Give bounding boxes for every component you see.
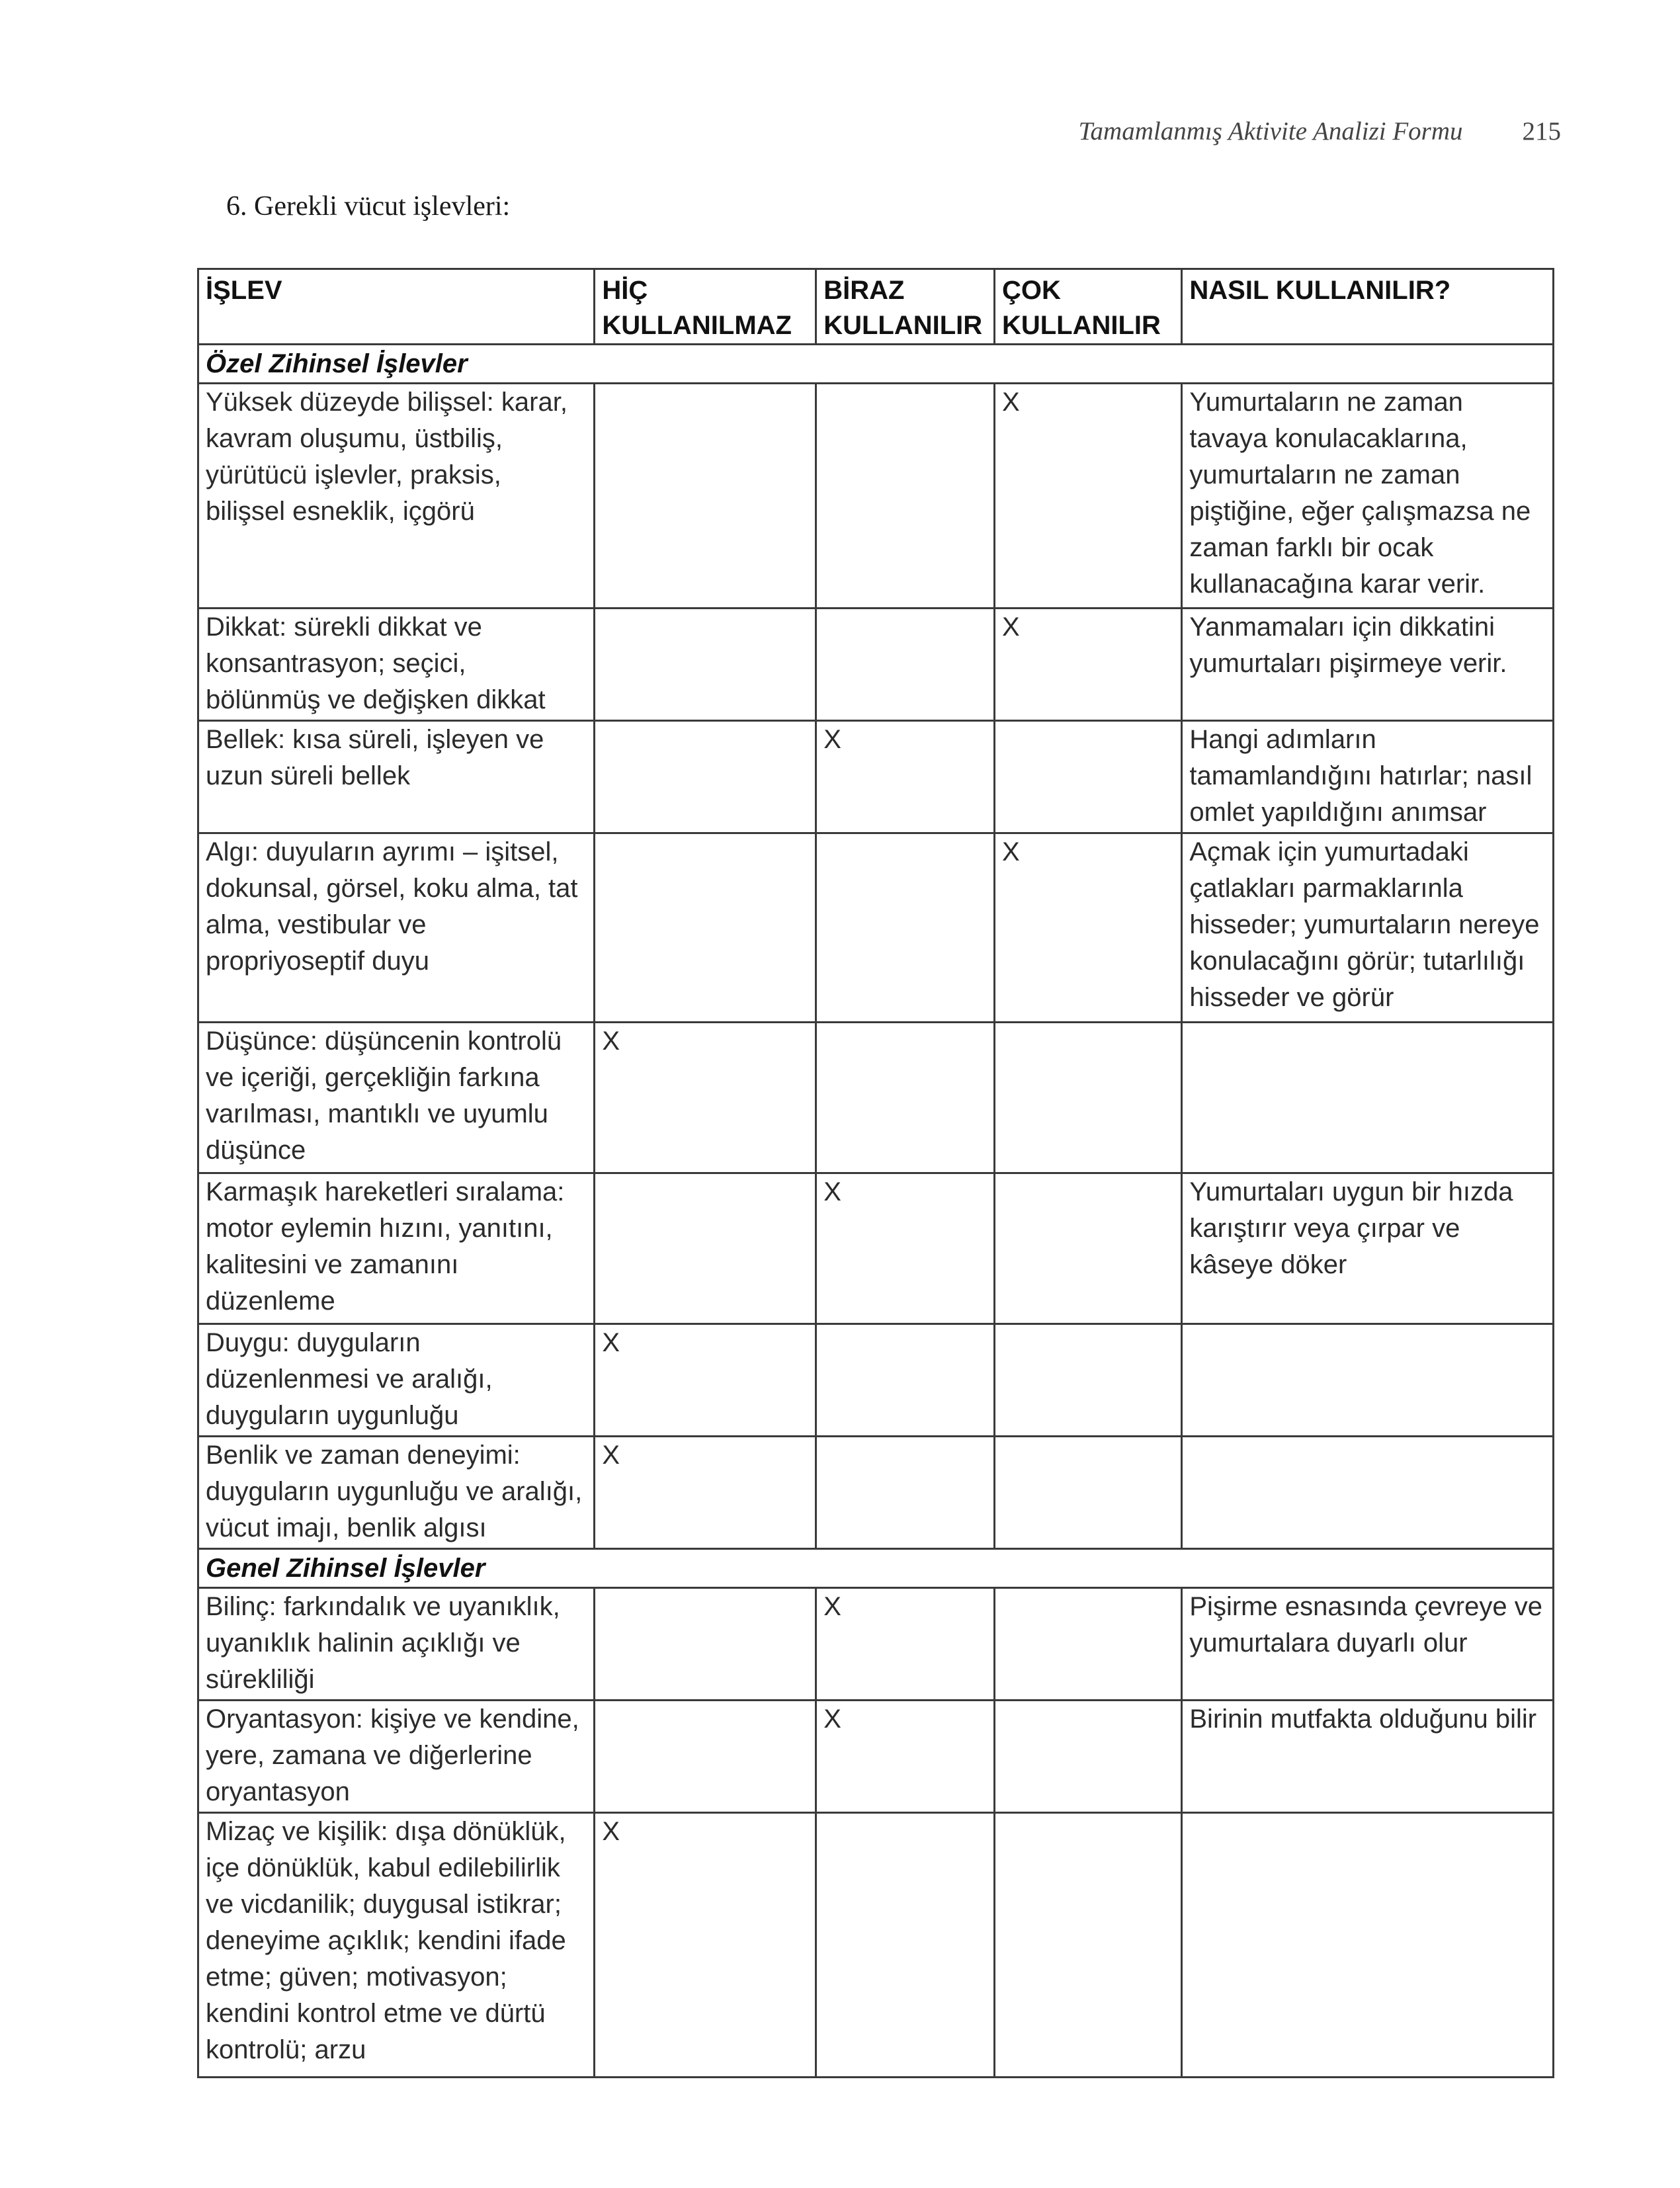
usage-cell-cok: [994, 1588, 1181, 1701]
usage-mark: X: [602, 1328, 620, 1357]
usage-cell-hic: [595, 1588, 816, 1701]
column-header-never-used: HİÇ KULLANILMAZ: [595, 269, 816, 345]
function-cell: Bellek: kısa süreli, işleyen ve uzun süreli bellek: [198, 721, 595, 833]
usage-cell-cok: [994, 1324, 1181, 1437]
table-row: [198, 1437, 1554, 1549]
function-cell: Mizaç ve kişilik: dışa dönüklük, içe dönüklük, kabul edilebilirlik ve vicdanilik; duygusal istikrar; deneyime açıklık; kendini ifade etme; güven; motivasyon; kendini kontrol etme ve dürtü kontrolü; arzu: [198, 1813, 595, 2078]
how-used-cell: Yanmamaları için dikkatini yumurtaları pişirmeye verir.: [1182, 609, 1554, 721]
usage-cell-biraz: [816, 1437, 995, 1549]
table-row: [198, 1588, 1554, 1701]
how-used-cell: Açmak için yumurtadaki çatlakları parmaklarınla hisseder; yumurtaların nereye konulacağını görür; tutarlılığı hisseder ve görür: [1182, 833, 1554, 1023]
usage-cell-cok: [994, 1437, 1181, 1549]
running-header: [794, 116, 1561, 156]
how-used-cell: Hangi adımların tamamlandığını hatırlar; nasıl omlet yapıldığını anımsar: [1182, 721, 1554, 833]
how-used-cell: [1182, 1324, 1554, 1437]
usage-mark: X: [823, 725, 841, 754]
table-row: [198, 1701, 1554, 1813]
usage-cell-biraz: [816, 1813, 995, 2078]
column-header-how-used: NASIL KULLANILIR?: [1182, 269, 1554, 345]
category-row: [198, 1549, 1554, 1588]
usage-cell-biraz: [816, 1701, 995, 1813]
usage-cell-hic: [595, 1701, 816, 1813]
function-cell: Yüksek düzeyde bilişsel: karar, kavram oluşumu, üstbiliş, yürütücü işlevler, praksis, bilişsel esneklik, içgörü: [198, 384, 595, 609]
table-row: [198, 1813, 1554, 2078]
usage-cell-cok: [994, 384, 1181, 609]
table-row: [198, 1324, 1554, 1437]
usage-cell-cok: [994, 1173, 1181, 1324]
how-used-cell: Yumurtaları uygun bir hızda karıştırır veya çırpar ve kâseye döker: [1182, 1173, 1554, 1324]
usage-mark: X: [823, 1704, 841, 1734]
function-cell: Karmaşık hareketleri sıralama: motor eylemin hızını, yanıtını, kalitesini ve zamanını düzenleme: [198, 1173, 595, 1324]
running-title: Tamamlanmış Aktivite Analizi Formu: [1078, 117, 1463, 146]
how-used-cell: [1182, 1023, 1554, 1173]
usage-cell-biraz: [816, 1173, 995, 1324]
usage-cell-hic: [595, 833, 816, 1023]
table-row: [198, 833, 1554, 1023]
usage-cell-cok: [994, 1701, 1181, 1813]
usage-cell-hic: [595, 1023, 816, 1173]
usage-cell-hic: [595, 721, 816, 833]
column-header-much-used: ÇOK KULLANILIR: [994, 269, 1181, 345]
usage-cell-cok: [994, 609, 1181, 721]
function-cell: Dikkat: sürekli dikkat ve konsantrasyon; seçici, bölünmüş ve değişken dikkat: [198, 609, 595, 721]
usage-mark: X: [602, 1027, 620, 1056]
how-used-cell: Yumurtaların ne zaman tavaya konulacaklarına, yumurtaların ne zaman piştiğine, eğer çalışmazsa ne zaman farklı bir ocak kullanacağına karar verir.: [1182, 384, 1554, 609]
function-cell: Bilinç: farkındalık ve uyanıklık, uyanıklık halinin açıklığı ve sürekliliği: [198, 1588, 595, 1701]
usage-cell-cok: [994, 721, 1181, 833]
usage-cell-biraz: [816, 833, 995, 1023]
column-header-somewhat-used: BİRAZ KULLANILIR: [816, 269, 995, 345]
category-title: Özel Zihinsel İşlevler: [198, 345, 1554, 384]
table-row: [198, 1023, 1554, 1173]
usage-cell-cok: [994, 1023, 1181, 1173]
usage-cell-hic: [595, 1324, 816, 1437]
usage-mark: X: [1001, 612, 1020, 642]
usage-cell-cok: [994, 1813, 1181, 2078]
how-used-cell: [1182, 1437, 1554, 1549]
function-cell: Oryantasyon: kişiye ve kendine, yere, zamana ve diğerlerine oryantasyon: [198, 1701, 595, 1813]
function-cell: Düşünce: düşüncenin kontrolü ve içeriği, gerçekliğin farkına varılması, mantıklı ve uyumlu düşünce: [198, 1023, 595, 1173]
usage-cell-biraz: [816, 1023, 995, 1173]
table-row: [198, 1173, 1554, 1324]
usage-mark: X: [823, 1592, 841, 1621]
usage-cell-biraz: [816, 1324, 995, 1437]
usage-cell-hic: [595, 1437, 816, 1549]
usage-mark: X: [1001, 388, 1020, 417]
function-cell: Algı: duyuların ayrımı – işitsel, dokunsal, görsel, koku alma, tat alma, vestibular ve propriyoseptif duyu: [198, 833, 595, 1023]
usage-mark: X: [602, 1441, 620, 1470]
usage-cell-biraz: [816, 721, 995, 833]
how-used-cell: Pişirme esnasında çevreye ve yumurtalara duyarlı olur: [1182, 1588, 1554, 1701]
usage-cell-cok: [994, 833, 1181, 1023]
how-used-cell: [1182, 1813, 1554, 2078]
page-number: 215: [1522, 117, 1561, 146]
category-title: Genel Zihinsel İşlevler: [198, 1549, 1554, 1588]
function-cell: Benlik ve zaman deneyimi: duyguların uygunluğu ve aralığı, vücut imajı, benlik algısı: [198, 1437, 595, 1549]
usage-cell-hic: [595, 1813, 816, 2078]
table-row: [198, 721, 1554, 833]
column-header-function: İŞLEV: [198, 269, 595, 345]
category-row: [198, 345, 1554, 384]
usage-cell-biraz: [816, 609, 995, 721]
usage-cell-hic: [595, 1173, 816, 1324]
usage-cell-biraz: [816, 384, 995, 609]
table-body: [198, 345, 1554, 2078]
function-cell: Duygu: duyguların düzenlenmesi ve aralığı, duyguların uygunluğu: [198, 1324, 595, 1437]
usage-cell-hic: [595, 609, 816, 721]
table-row: [198, 384, 1554, 609]
usage-cell-biraz: [816, 1588, 995, 1701]
table-header-row: [198, 269, 1554, 345]
usage-mark: X: [602, 1817, 620, 1846]
table-row: [198, 609, 1554, 721]
activity-analysis-table: [197, 268, 1554, 2078]
section-heading: 6. Gerekli vücut işlevleri:: [226, 191, 511, 222]
usage-mark: X: [1001, 837, 1020, 866]
usage-cell-hic: [595, 384, 816, 609]
usage-mark: X: [823, 1177, 841, 1206]
how-used-cell: Birinin mutfakta olduğunu bilir: [1182, 1701, 1554, 1813]
